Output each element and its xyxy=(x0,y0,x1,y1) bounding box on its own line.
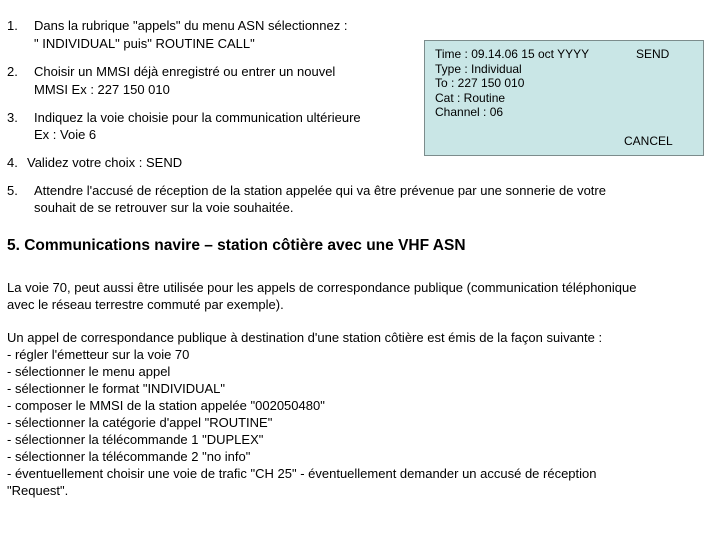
step-text-line: Choisir un MMSI déjà enregistré ou entrer un nouvel xyxy=(34,64,336,79)
paragraph-line: - sélectionner la catégorie d'appel "ROUTINE" xyxy=(7,415,273,430)
step-text-line: Ex : Voie 6 xyxy=(34,127,97,142)
paragraph-procedure xyxy=(7,329,707,499)
step-number: 5. xyxy=(7,183,18,198)
section-title: 5. Communications navire – station côtière avec une VHF ASN xyxy=(7,237,466,254)
paragraph-line: - sélectionner le format "INDIVIDUAL" xyxy=(7,381,226,396)
step-text-line: Dans la rubrique "appels" du menu ASN sélectionnez : xyxy=(34,18,348,33)
cancel-button[interactable]: CANCEL xyxy=(624,134,673,148)
paragraph-line: - éventuellement choisir une voie de trafic "CH 25" - éventuellement demander un accusé de réception xyxy=(7,466,597,481)
step-number: 2. xyxy=(7,64,18,79)
paragraph-line: - sélectionner la télécommande 1 "DUPLEX" xyxy=(7,432,264,447)
paragraph-public-correspondence xyxy=(7,279,707,313)
step-text-line: " INDIVIDUAL" puis" ROUTINE CALL" xyxy=(34,36,255,51)
step-text-line: MMSI Ex : 227 150 010 xyxy=(34,82,170,97)
step-text-line: Indiquez la voie choisie pour la communication ultérieure xyxy=(34,110,361,125)
paragraph-line: avec le réseau terrestre commuté par exemple). xyxy=(7,297,284,312)
paragraph-line: La voie 70, peut aussi être utilisée pour les appels de correspondance publique (communication téléphonique xyxy=(7,280,637,295)
step-number: 3. xyxy=(7,110,18,125)
paragraph-line: - régler l'émetteur sur la voie 70 xyxy=(7,347,190,362)
paragraph-line: Un appel de correspondance publique à destination d'une station côtière est émis de la façon suivante : xyxy=(7,330,603,345)
dsc-screen-panel xyxy=(424,40,704,156)
paragraph-line: "Request". xyxy=(7,483,69,498)
screen-cat: Cat : Routine xyxy=(435,91,506,105)
screen-time: Time : 09.14.06 15 oct YYYY xyxy=(435,47,590,61)
step-text-line: Attendre l'accusé de réception de la station appelée qui va être prévenue par une sonnerie de votre xyxy=(34,183,606,198)
paragraph-line: - sélectionner le menu appel xyxy=(7,364,171,379)
screen-type: Type : Individual xyxy=(435,62,522,76)
send-button[interactable]: SEND xyxy=(636,47,670,61)
step-number: 1. xyxy=(7,18,18,33)
paragraph-line: - composer le MMSI de la station appelée "002050480" xyxy=(7,398,325,413)
step-text-line: souhait de se retrouver sur la voie souhaitée. xyxy=(34,200,294,215)
paragraph-line: - sélectionner la télécommande 2 "no info" xyxy=(7,449,251,464)
screen-to: To : 227 150 010 xyxy=(435,76,525,90)
step-number: 4. xyxy=(7,155,18,170)
step-text-line: Validez votre choix : SEND xyxy=(27,155,183,170)
screen-channel: Channel : 06 xyxy=(435,105,504,119)
